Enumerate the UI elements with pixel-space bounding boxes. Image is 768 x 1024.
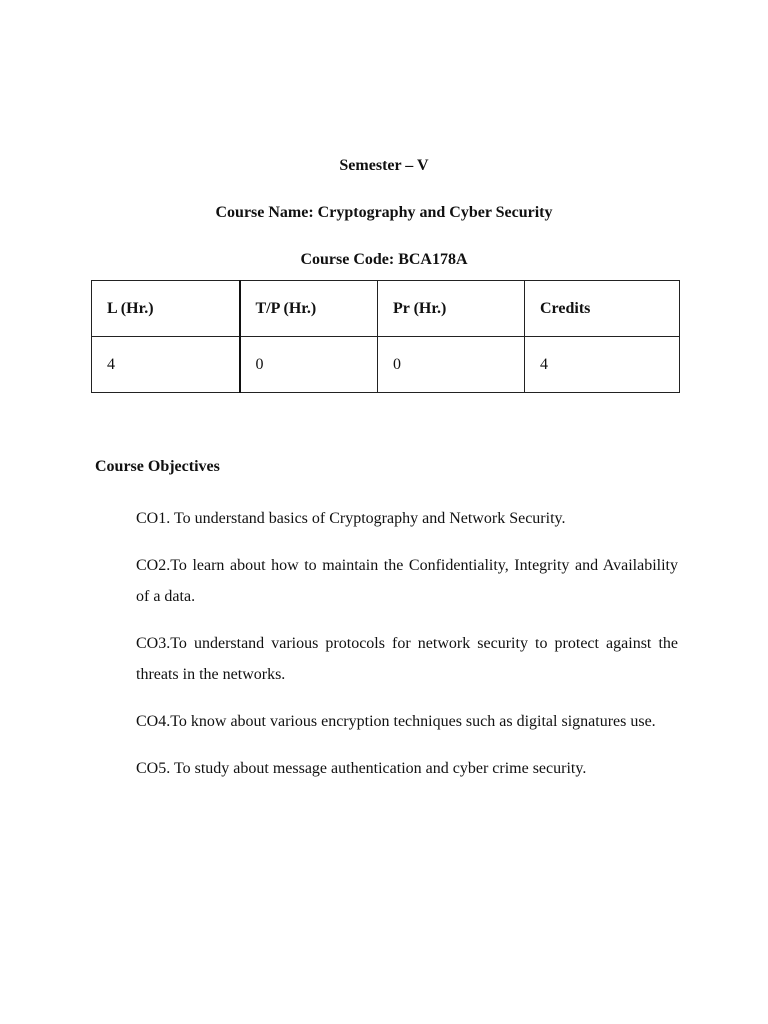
hours-credits-table [91, 280, 680, 393]
objective-item-co4: CO4.To know about various encryption techniques such as digital signatures use. [136, 713, 656, 730]
table-row [92, 337, 680, 393]
header-cell-lecture-hours: L (Hr.) [92, 281, 240, 337]
cell-credits: 4 [525, 337, 680, 393]
cell-tutorial-practical-hours: 0 [240, 337, 378, 393]
course-objectives-title: Course Objectives [95, 458, 220, 475]
course-code-heading: Course Code: BCA178A [300, 251, 468, 268]
semester-heading: Semester – V [339, 157, 429, 174]
header-cell-credits: Credits [525, 281, 680, 337]
objective-item-co3: CO3.To understand various protocols for network security to protect against the threats in the networks. [136, 635, 678, 683]
objective-item-co2: CO2.To learn about how to maintain the Confidentiality, Integrity and Availability of a data. [136, 557, 678, 605]
table-header-row [92, 281, 680, 337]
cell-lecture-hours: 4 [92, 337, 240, 393]
course-objectives-list [136, 503, 678, 800]
cell-practical-hours: 0 [378, 337, 525, 393]
course-name-heading: Course Name: Cryptography and Cyber Security [215, 204, 553, 221]
objective-item-co1: CO1. To understand basics of Cryptography and Network Security. [136, 510, 566, 527]
header-cell-tutorial-practical-hours: T/P (Hr.) [240, 281, 378, 337]
header-cell-practical-hours: Pr (Hr.) [378, 281, 525, 337]
objective-item-co5: CO5. To study about message authentication and cyber crime security. [136, 760, 587, 777]
